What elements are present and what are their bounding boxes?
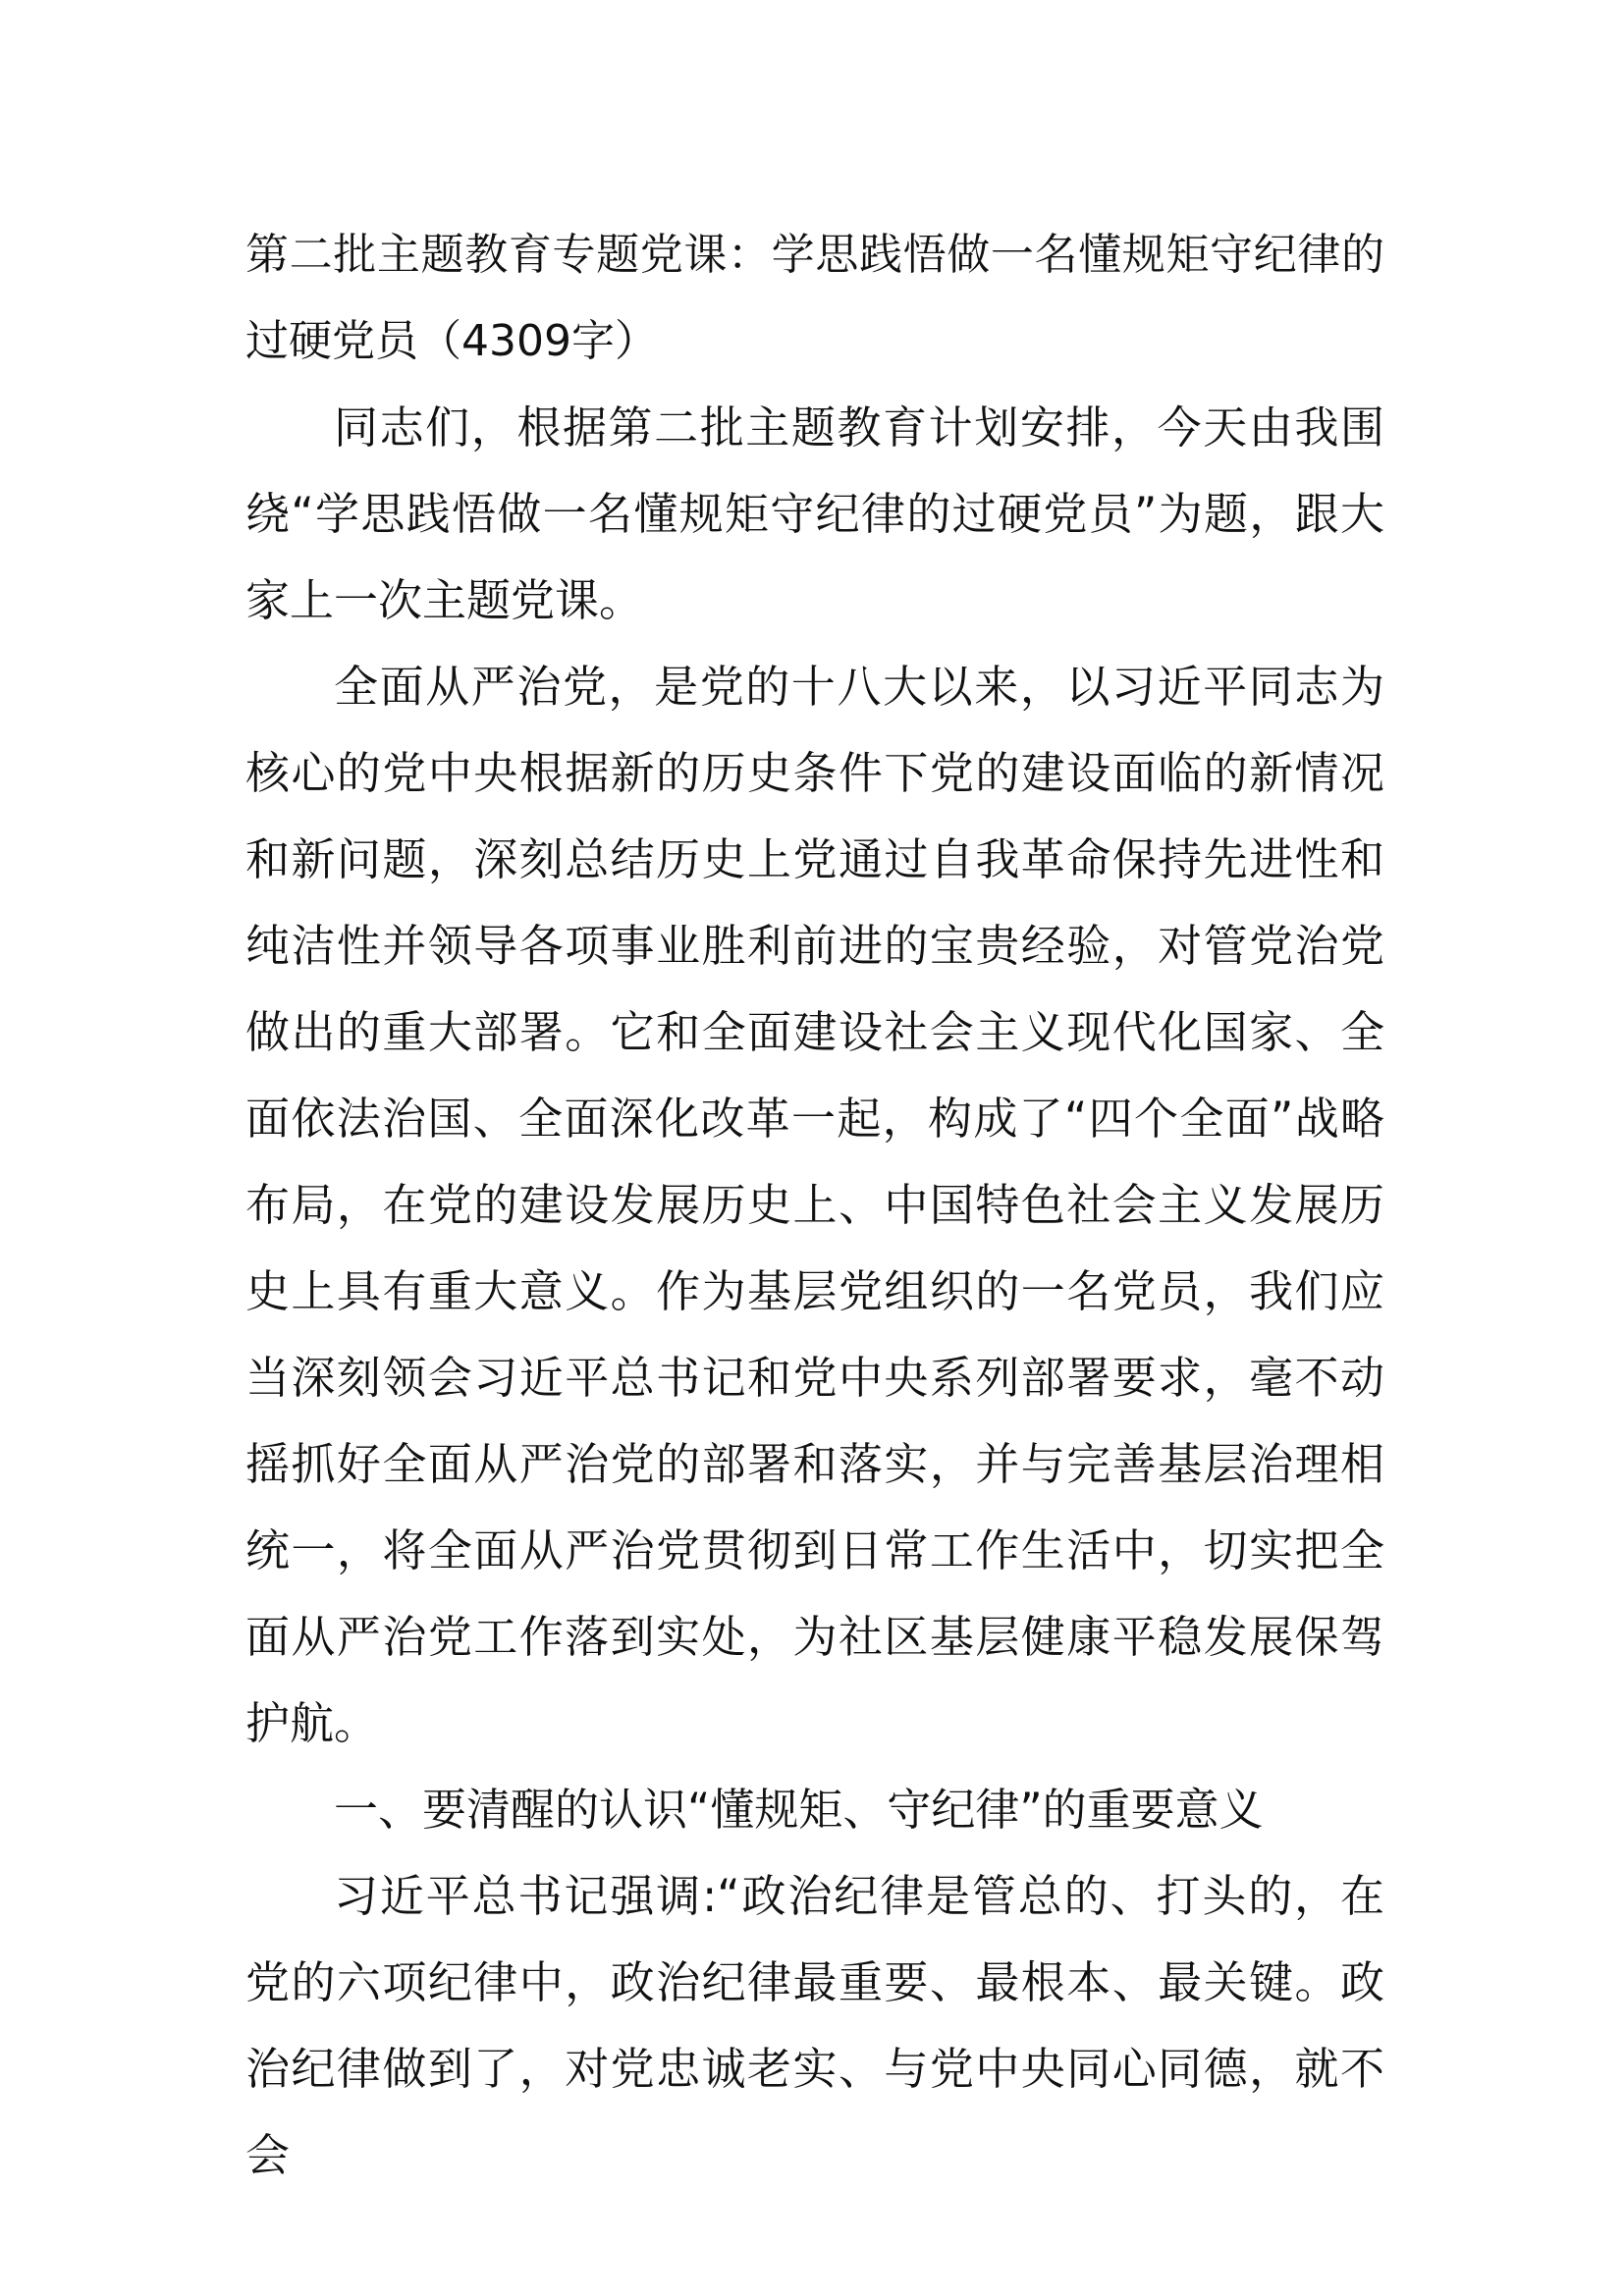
document-body [245, 212, 1384, 2199]
section-paragraph: 习近平总书记强调:“政治纪律是管总的、打头的，在党的六项纪律中，政治纪律最重要、最根本、最关键。政治纪律做到了，对党忠诚老实、与党中央同心同德，就不会 [245, 1870, 1384, 2181]
document-title: 第二批主题教育专题党课：学思践悟做一名懂规矩守纪律的过硬党员（4309字） [245, 230, 1384, 366]
section-heading: 一、要清醒的认识“懂规矩、守纪律”的重要意义 [334, 1784, 1264, 1836]
intro-paragraph: 同志们，根据第二批主题教育计划安排，今天由我围绕“学思践悟做一名懂规矩守纪律的过硬党员”为题，跟大家上一次主题党课。 [245, 401, 1384, 626]
body-paragraph: 全面从严治党，是党的十八大以来，以习近平同志为核心的党中央根据新的历史条件下党的建设面临的新情况和新问题，深刻总结历史上党通过自我革命保持先进性和纯洁性并领导各项事业胜利前进的宝贵经验，对管党治党做出的重大部署。它和全面建设社会主义现代化国家、全面依法治国、全面深化改革一起，构成了“四个全面”战略布局，在党的建设发展历史上、中国特色社会主义发展历史上具有重大意义。作为基层党组织的一名党员，我们应当深刻领会习近平总书记和党中央系列部署要求，毫不动摇抓好全面从严治党的部署和落实，并与完善基层治理相统一，将全面从严治党贯彻到日常工作生活中，切实把全面从严治党工作落到实处，为社区基层健康平稳发展保驾护航。 [245, 661, 1384, 1749]
